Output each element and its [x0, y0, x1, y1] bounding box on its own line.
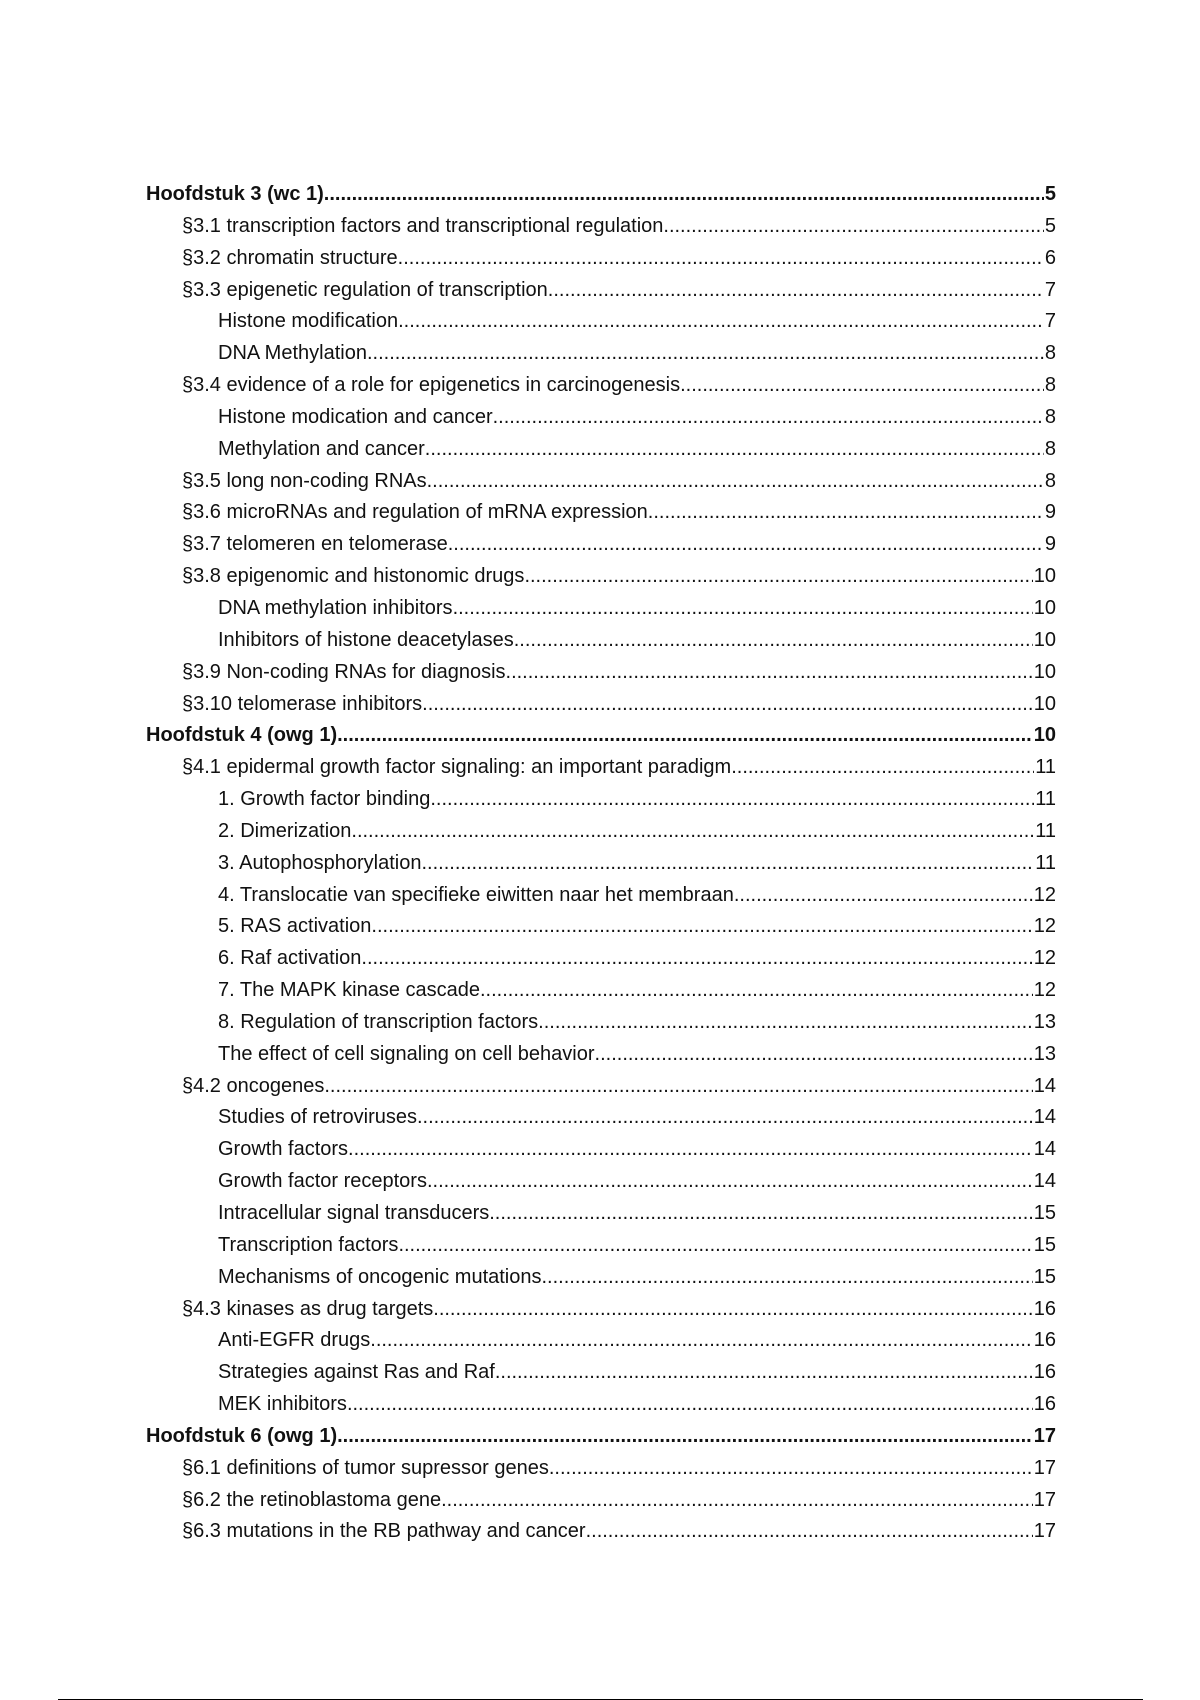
toc-subsection-entry[interactable]: [146, 1389, 1056, 1421]
toc-entry-title: Growth factor receptors: [218, 1170, 427, 1193]
toc-dot-leader: [422, 689, 1033, 721]
toc-dot-leader: [427, 1166, 1033, 1198]
toc-section-entry[interactable]: [146, 370, 1056, 402]
toc-page-number: 15: [1033, 1265, 1056, 1288]
toc-dot-leader: [734, 880, 1033, 912]
toc-subsection-entry[interactable]: [146, 1357, 1056, 1389]
toc-page-number: 9: [1044, 501, 1056, 524]
toc-entry-title: 5. RAS activation: [218, 915, 372, 938]
toc-section-entry[interactable]: [146, 1071, 1056, 1103]
toc-entry-title: §4.2 oncogenes: [182, 1074, 325, 1097]
toc-subsection-entry[interactable]: [146, 975, 1056, 1007]
toc-entry-title: Strategies against Ras and Raf: [218, 1361, 495, 1384]
toc-entry-title: §3.6 microRNAs and regulation of mRNA expression: [182, 501, 648, 524]
toc-section-entry[interactable]: [146, 1294, 1056, 1326]
toc-dot-leader: [524, 561, 1032, 593]
toc-page-number: 16: [1033, 1361, 1056, 1384]
toc-section-entry[interactable]: [146, 466, 1056, 498]
toc-dot-leader: [448, 529, 1044, 561]
toc-dot-leader: [433, 1294, 1032, 1326]
toc-entry-title: Transcription factors: [218, 1233, 399, 1256]
toc-entry-title: 2. Dimerization: [218, 819, 352, 842]
toc-section-entry[interactable]: [146, 561, 1056, 593]
toc-dot-leader: [595, 1039, 1033, 1071]
toc-dot-leader: [493, 402, 1044, 434]
toc-dot-leader: [398, 306, 1044, 338]
toc-entry-title: Growth factors: [218, 1138, 349, 1161]
toc-page-number: 10: [1033, 596, 1056, 619]
toc-entry-title: DNA Methylation: [218, 342, 367, 365]
toc-entry-title: Studies of retroviruses: [218, 1106, 417, 1129]
toc-entry-title: §3.9 Non-coding RNAs for diagnosis: [182, 660, 506, 683]
toc-entry-title: Hoofdstuk 4 (owg 1): [146, 724, 338, 747]
toc-page-number: 17: [1033, 1424, 1056, 1447]
table-of-contents: [146, 179, 1056, 1548]
toc-dot-leader: [648, 497, 1044, 529]
toc-subsection-entry[interactable]: [146, 1230, 1056, 1262]
toc-section-entry[interactable]: [146, 275, 1056, 307]
toc-page-number: 11: [1035, 788, 1056, 811]
toc-dot-leader: [430, 784, 1034, 816]
toc-subsection-entry[interactable]: [146, 1325, 1056, 1357]
toc-subsection-entry[interactable]: [146, 816, 1056, 848]
toc-chapter-entry[interactable]: [146, 1421, 1056, 1453]
toc-dot-leader: [324, 179, 1044, 211]
toc-dot-leader: [663, 211, 1043, 243]
toc-section-entry[interactable]: [146, 211, 1056, 243]
toc-subsection-entry[interactable]: [146, 625, 1056, 657]
toc-section-entry[interactable]: [146, 529, 1056, 561]
toc-page-number: 14: [1033, 1138, 1056, 1161]
toc-subsection-entry[interactable]: [146, 1198, 1056, 1230]
toc-entry-title: 6. Raf activation: [218, 947, 362, 970]
toc-subsection-entry[interactable]: [146, 1166, 1056, 1198]
toc-dot-leader: [489, 1198, 1033, 1230]
toc-dot-leader: [441, 1485, 1033, 1517]
toc-entry-title: §3.8 epigenomic and histonomic drugs: [182, 565, 525, 588]
toc-subsection-entry[interactable]: [146, 1007, 1056, 1039]
toc-entry-title: §3.7 telomeren en telomerase: [182, 533, 448, 556]
toc-entry-title: DNA methylation inhibitors: [218, 596, 453, 619]
toc-subsection-entry[interactable]: [146, 943, 1056, 975]
toc-entry-title: §3.5 long non-coding RNAs: [182, 469, 427, 492]
toc-dot-leader: [548, 275, 1044, 307]
toc-dot-leader: [367, 338, 1044, 370]
toc-dot-leader: [731, 752, 1034, 784]
toc-entry-title: Hoofdstuk 6 (owg 1): [146, 1424, 338, 1447]
toc-entry-title: Hoofdstuk 3 (wc 1): [146, 183, 324, 205]
toc-dot-leader: [347, 1389, 1033, 1421]
toc-dot-leader: [453, 593, 1033, 625]
toc-dot-leader: [371, 911, 1032, 943]
toc-dot-leader: [398, 1230, 1032, 1262]
toc-subsection-entry[interactable]: [146, 434, 1056, 466]
toc-entry-title: §3.1 transcription factors and transcriptional regulation: [182, 214, 664, 237]
toc-dot-leader: [495, 1357, 1033, 1389]
toc-page-number: 8: [1044, 405, 1056, 428]
toc-page-number: 10: [1033, 660, 1056, 683]
toc-entry-title: Histone modification: [218, 310, 399, 333]
toc-page-number: 14: [1033, 1074, 1056, 1097]
toc-page-number: 10: [1033, 565, 1056, 588]
toc-subsection-entry[interactable]: [146, 1102, 1056, 1134]
toc-page-number: 14: [1033, 1170, 1056, 1193]
toc-entry-title: 4. Translocatie van specifieke eiwitten naar het membraan: [218, 883, 734, 906]
toc-entry-title: Mechanisms of oncogenic mutations: [218, 1265, 542, 1288]
toc-page-number: 13: [1033, 1010, 1056, 1033]
toc-dot-leader: [514, 625, 1033, 657]
toc-page-number: 11: [1035, 819, 1056, 842]
toc-section-entry[interactable]: [146, 1485, 1056, 1517]
toc-page-number: 12: [1033, 979, 1056, 1002]
toc-subsection-entry[interactable]: [146, 1262, 1056, 1294]
toc-dot-leader: [680, 370, 1044, 402]
toc-dot-leader: [425, 434, 1044, 466]
toc-section-entry[interactable]: [146, 1453, 1056, 1485]
toc-section-entry[interactable]: [146, 243, 1056, 275]
toc-page-number: 13: [1033, 1042, 1056, 1065]
toc-page-number: 7: [1044, 278, 1056, 301]
toc-dot-leader: [351, 816, 1034, 848]
toc-dot-leader: [337, 720, 1033, 752]
toc-entry-title: 8. Regulation of transcription factors: [218, 1010, 539, 1033]
toc-entry-title: 7. The MAPK kinase cascade: [218, 979, 480, 1002]
toc-dot-leader: [422, 848, 1035, 880]
toc-page-number: 8: [1044, 342, 1056, 365]
toc-page-number: 12: [1033, 947, 1056, 970]
toc-page-number: 15: [1033, 1202, 1056, 1224]
toc-subsection-entry[interactable]: [146, 1039, 1056, 1071]
toc-section-entry[interactable]: [146, 689, 1056, 721]
toc-chapter-entry[interactable]: [146, 720, 1056, 752]
toc-page-number: 10: [1033, 628, 1056, 651]
toc-entry-title: §3.4 evidence of a role for epigenetics in carcinogenesis: [182, 374, 681, 397]
toc-entry-title: §3.3 epigenetic regulation of transcription: [182, 278, 548, 301]
toc-dot-leader: [361, 943, 1032, 975]
toc-entry-title: §6.3 mutations in the RB pathway and cancer: [182, 1520, 586, 1543]
toc-entry-title: 3. Autophosphorylation: [218, 851, 422, 874]
toc-page-number: 14: [1033, 1106, 1056, 1129]
toc-entry-title: §4.1 epidermal growth factor signaling: an important paradigm: [182, 756, 732, 779]
toc-entry-title: §3.2 chromatin structure: [182, 246, 398, 269]
toc-entry-title: Intracellular signal transducers: [218, 1202, 490, 1224]
toc-dot-leader: [506, 657, 1033, 689]
toc-entry-title: Inhibitors of histone deacetylases: [218, 628, 514, 651]
toc-dot-leader: [348, 1134, 1033, 1166]
toc-entry-title: Methylation and cancer: [218, 437, 425, 460]
toc-dot-leader: [370, 1325, 1032, 1357]
toc-entry-title: §4.3 kinases as drug targets: [182, 1297, 434, 1320]
toc-subsection-entry[interactable]: [146, 880, 1056, 912]
toc-entry-title: The effect of cell signaling on cell behavior: [218, 1042, 595, 1065]
toc-entry-title: 1. Growth factor binding: [218, 788, 431, 811]
toc-dot-leader: [427, 466, 1044, 498]
toc-dot-leader: [480, 975, 1033, 1007]
toc-dot-leader: [549, 1453, 1033, 1485]
toc-dot-leader: [398, 243, 1044, 275]
toc-subsection-entry[interactable]: [146, 593, 1056, 625]
toc-dot-leader: [542, 1262, 1033, 1294]
toc-dot-leader: [337, 1421, 1033, 1453]
toc-dot-leader: [324, 1071, 1032, 1103]
toc-page-number: 11: [1035, 756, 1056, 779]
toc-subsection-entry[interactable]: [146, 402, 1056, 434]
toc-chapter-entry[interactable]: [146, 179, 1056, 211]
toc-section-entry[interactable]: [146, 1516, 1056, 1548]
toc-page-number: 12: [1033, 883, 1056, 906]
toc-section-entry[interactable]: [146, 497, 1056, 529]
toc-subsection-entry[interactable]: [146, 306, 1056, 338]
toc-page-number: 16: [1033, 1297, 1056, 1320]
toc-entry-title: §6.2 the retinoblastoma gene: [182, 1488, 442, 1511]
toc-entry-title: §6.1 definitions of tumor supressor genes: [182, 1456, 549, 1479]
toc-entry-title: MEK inhibitors: [218, 1393, 347, 1416]
toc-subsection-entry[interactable]: [146, 848, 1056, 880]
toc-page-number: 10: [1033, 692, 1056, 715]
toc-entry-title: Anti-EGFR drugs: [218, 1329, 371, 1352]
toc-entry-title: §3.10 telomerase inhibitors: [182, 692, 423, 715]
toc-subsection-entry[interactable]: [146, 338, 1056, 370]
toc-page-number: 7: [1044, 310, 1056, 333]
toc-dot-leader: [417, 1102, 1033, 1134]
toc-dot-leader: [538, 1007, 1033, 1039]
toc-page-number: 6: [1044, 246, 1056, 269]
toc-page-number: 16: [1033, 1393, 1056, 1416]
toc-subsection-entry[interactable]: [146, 1134, 1056, 1166]
toc-entry-title: Histone modication and cancer: [218, 405, 493, 428]
toc-page-number: 16: [1033, 1329, 1056, 1352]
toc-page-number: 11: [1035, 851, 1056, 874]
toc-section-entry[interactable]: [146, 752, 1056, 784]
toc-page-number: 17: [1033, 1520, 1056, 1543]
toc-page-number: 8: [1044, 374, 1056, 397]
toc-page-number: 12: [1033, 915, 1056, 938]
toc-page-number: 8: [1044, 437, 1056, 460]
toc-page-number: 17: [1033, 1456, 1056, 1479]
toc-page-number: 5: [1044, 183, 1056, 205]
toc-page-number: 10: [1033, 724, 1056, 747]
toc-subsection-entry[interactable]: [146, 911, 1056, 943]
toc-page-number: 8: [1044, 469, 1056, 492]
toc-dot-leader: [586, 1516, 1033, 1548]
toc-page-number: 15: [1033, 1233, 1056, 1256]
toc-page-number: 5: [1044, 214, 1056, 237]
toc-page-number: 17: [1033, 1488, 1056, 1511]
toc-section-entry[interactable]: [146, 657, 1056, 689]
toc-subsection-entry[interactable]: [146, 784, 1056, 816]
toc-page-number: 9: [1044, 533, 1056, 556]
